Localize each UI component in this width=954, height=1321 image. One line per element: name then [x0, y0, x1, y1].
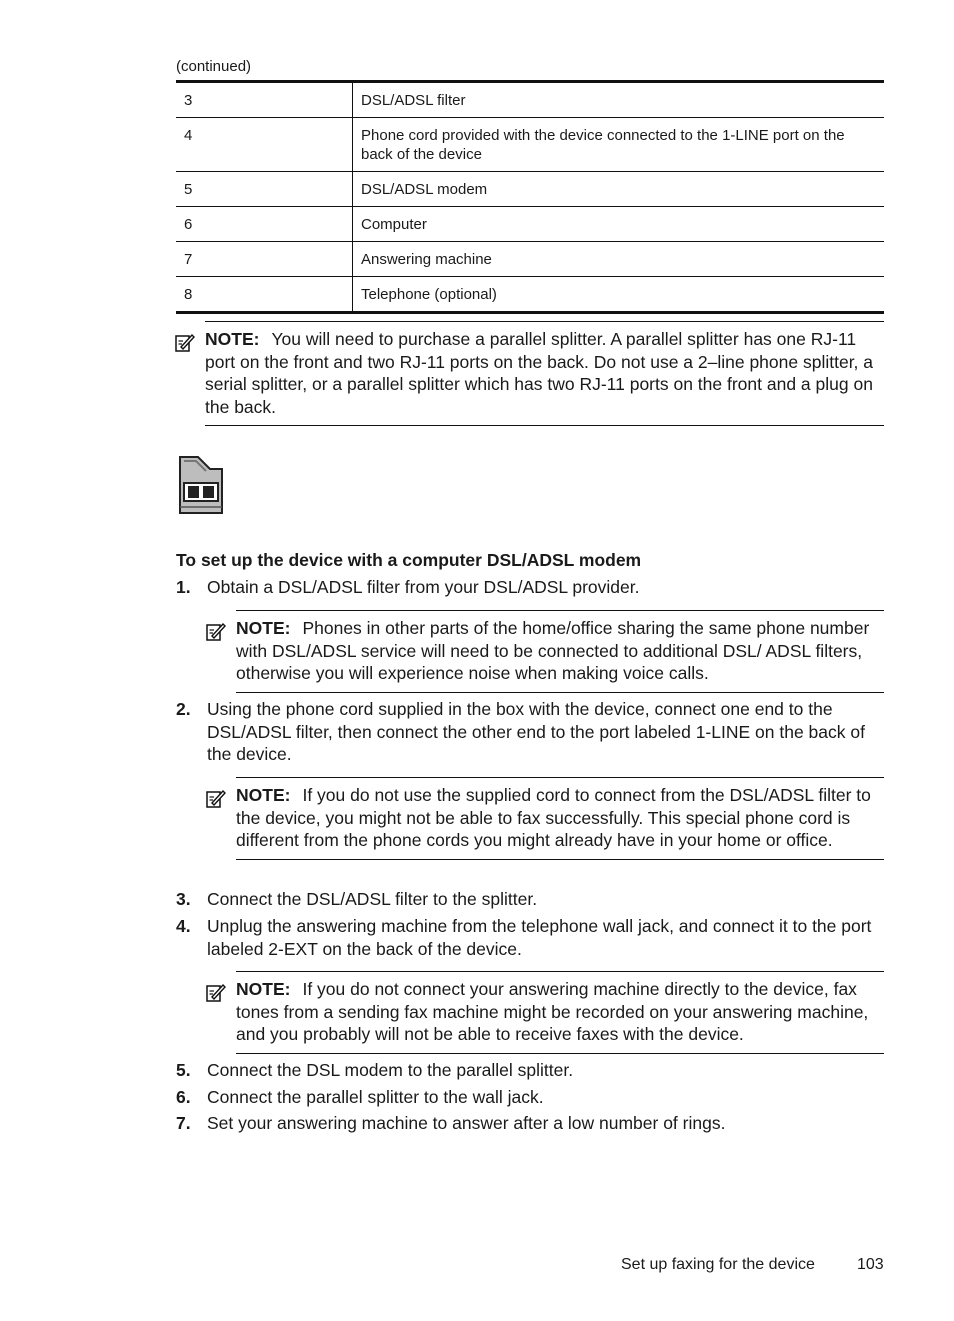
- note-pencil-icon: [205, 982, 227, 1004]
- list-item: [176, 915, 884, 960]
- row-description: DSL/ADSL modem: [353, 172, 885, 207]
- row-number: 6: [176, 207, 353, 242]
- procedure-heading: To set up the device with a computer DSL/ADSL modem: [176, 550, 642, 570]
- table-row: [176, 118, 884, 172]
- row-description: Phone cord provided with the device connected to the 1-LINE port on the back of the device: [353, 118, 885, 172]
- table-row: [176, 277, 884, 313]
- row-number: 4: [176, 118, 353, 172]
- note-label: NOTE:: [205, 329, 260, 349]
- step-number: 4.: [176, 916, 191, 936]
- step-text: Unplug the answering machine from the telephone wall jack, and connect it to the port labeled 2-EXT on the back of the device.: [207, 916, 872, 959]
- continued-label: (continued): [176, 58, 252, 75]
- note-label: NOTE:: [236, 979, 291, 999]
- note-step-1: [236, 610, 884, 693]
- table-row: [176, 172, 884, 207]
- step-text: Set your answering machine to answer after a low number of rings.: [207, 1113, 726, 1133]
- row-description: Telephone (optional): [361, 286, 497, 303]
- step-text: Connect the parallel splitter to the wall jack.: [207, 1087, 544, 1107]
- note-parallel-splitter: [205, 321, 884, 426]
- step-number: 7.: [176, 1113, 191, 1133]
- row-number: 7: [176, 242, 353, 277]
- note-text: If you do not connect your answering machine directly to the device, fax tones from a sending fax machine might be recorded on your answering machine, and you probably will not be able to receive faxes with the device.: [236, 979, 869, 1044]
- table-row: [176, 242, 884, 277]
- step-number: 6.: [176, 1087, 191, 1107]
- list-item: [176, 1059, 884, 1082]
- page-number: 103: [857, 1256, 884, 1273]
- legend-table: [176, 80, 884, 314]
- rj11-connector-icon: [176, 455, 226, 517]
- step-number: 3.: [176, 889, 191, 909]
- list-item: [176, 1112, 884, 1135]
- table-row: [176, 82, 884, 118]
- note-label: NOTE:: [236, 785, 291, 805]
- footer-section-title: Set up faxing for the device: [621, 1256, 815, 1273]
- row-number: 8: [176, 277, 353, 313]
- list-item: [176, 576, 884, 599]
- list-item: [176, 888, 884, 911]
- row-number: 3: [176, 82, 353, 118]
- row-description: DSL/ADSL filter: [353, 82, 885, 118]
- row-description: Computer: [353, 207, 885, 242]
- note-pencil-icon: [174, 332, 196, 354]
- step-number: 1.: [176, 577, 191, 597]
- step-text: Connect the DSL/ADSL filter to the splitter.: [207, 889, 538, 909]
- note-text: Phones in other parts of the home/office sharing the same phone number with DSL/ADSL service will need to be connected to additional DSL/ ADSL filters, otherwise you will experience noise when making voice calls.: [236, 618, 870, 683]
- note-label: NOTE:: [236, 618, 291, 638]
- list-item: [176, 1086, 884, 1109]
- table-row: [176, 207, 884, 242]
- note-step-2: [236, 777, 884, 860]
- row-number: 5: [176, 172, 353, 207]
- step-text: Obtain a DSL/ADSL filter from your DSL/ADSL provider.: [207, 577, 640, 597]
- list-item: [176, 698, 884, 766]
- step-number: 5.: [176, 1060, 191, 1080]
- step-text: Using the phone cord supplied in the box with the device, connect one end to the DSL/ADSL filter, then connect the other end to the port labeled 1-LINE on the back of the device.: [207, 699, 865, 764]
- note-step-4: [236, 971, 884, 1054]
- step-text: Connect the DSL modem to the parallel splitter.: [207, 1060, 574, 1080]
- step-number: 2.: [176, 699, 191, 719]
- note-text: If you do not use the supplied cord to connect from the DSL/ADSL filter to the device, you might not be able to fax successfully. This special phone cord is different from the phone cords you might already have in your home or office.: [236, 785, 871, 850]
- note-text: You will need to purchase a parallel splitter. A parallel splitter has one RJ-11 port on the front and two RJ-11 ports on the back. Do not use a 2–line phone splitter, a serial splitter, or a parallel splitter which has two RJ-11 ports on the front and a plug on the back.: [205, 329, 874, 417]
- note-pencil-icon: [205, 621, 227, 643]
- row-description: Answering machine: [353, 242, 885, 277]
- note-pencil-icon: [205, 788, 227, 810]
